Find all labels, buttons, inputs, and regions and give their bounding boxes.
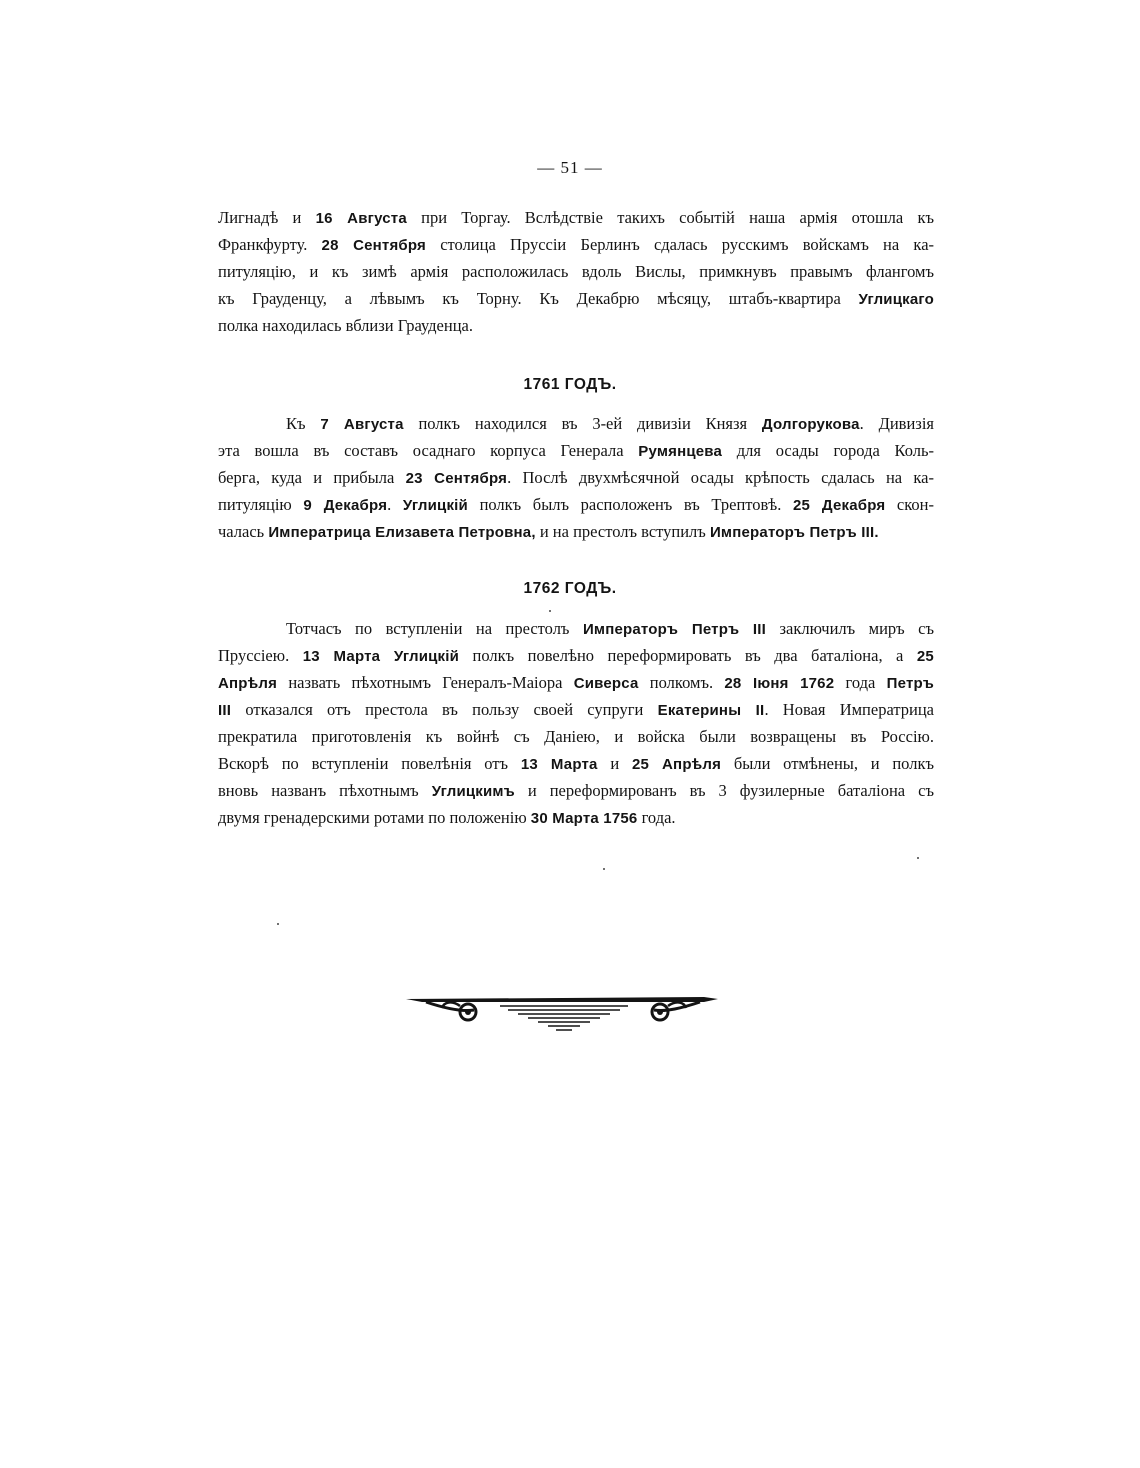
print-speck: [917, 857, 919, 859]
body-text: полкъ находился въ 3-ей дивизіи Князя: [403, 414, 762, 433]
body-text: Тотчасъ по вступленіи на престолъ: [286, 619, 583, 638]
body-text: были отмѣнены, и полкъ: [721, 754, 935, 773]
body-text: отказался отъ престола въ пользу своей супруги: [231, 700, 658, 719]
emphasis-text: 13 Марта: [520, 756, 598, 773]
emphasis-text: 25: [916, 648, 934, 665]
text-line: [218, 777, 934, 804]
body-text: полкъ былъ расположенъ въ Трептовѣ.: [467, 495, 793, 514]
intro-paragraph: [218, 204, 934, 339]
body-text: Пруссіею.: [218, 646, 303, 665]
body-text: полка находилась вблизи Грауденца.: [218, 316, 473, 335]
emphasis-text: 23 Сентября: [405, 470, 508, 487]
emphasis-text: 7 Августа: [320, 416, 404, 433]
print-speck: [603, 868, 605, 870]
body-text: эта вошла въ составъ осаднаго корпуса Генерала: [218, 441, 639, 460]
body-text: Вскорѣ по вступленіи повелѣнія отъ: [218, 754, 521, 773]
text-line: [218, 804, 934, 831]
body-text: и на престолъ вступилъ: [535, 522, 710, 541]
text-line: [218, 464, 934, 491]
body-text: при Торгау. Вслѣдствіе такихъ событій наша армія отошла къ: [406, 208, 934, 227]
text-line: [218, 750, 934, 777]
emphasis-text: Императоръ Петръ III: [582, 621, 767, 638]
text-line: [218, 615, 934, 642]
text-line: [218, 312, 934, 339]
body-text: назвать пѣхотнымъ Генералъ-Маіора: [277, 673, 574, 692]
emphasis-text: Императоръ Петръ III.: [709, 524, 879, 541]
text-line: [218, 204, 934, 231]
emphasis-text: 9 Декабря: [303, 497, 388, 514]
text-line: [218, 410, 934, 437]
body-text: и переформированъ въ 3 фузилерные баталіона съ: [514, 781, 934, 800]
emphasis-text: Углицкій: [402, 497, 468, 514]
body-text: берга, куда и прибыла: [218, 468, 406, 487]
text-line: [218, 258, 934, 285]
text-line: [218, 285, 934, 312]
ornamental-divider-icon: [404, 988, 720, 1036]
body-text: .: [387, 495, 403, 514]
section-heading-1761: 1761 ГОДЪ.: [523, 376, 617, 393]
text-line: [218, 518, 934, 545]
body-text: Франкфурту.: [218, 235, 322, 254]
page-number: — 51 —: [537, 158, 603, 177]
print-speck: [549, 610, 551, 612]
emphasis-text: 16 Августа: [315, 210, 407, 227]
body-text: питуляцію: [218, 495, 304, 514]
emphasis-text: Апрѣля: [218, 675, 278, 692]
body-text: скон-: [885, 495, 935, 514]
emphasis-text: 28 Іюня 1762: [724, 675, 835, 692]
emphasis-text: Екатерины II: [657, 702, 765, 719]
emphasis-text: Румянцева: [638, 443, 723, 460]
emphasis-text: Долгорукова: [761, 416, 860, 433]
emphasis-text: III: [218, 702, 232, 719]
body-text: полкъ повелѣно переформировать въ два баталіона, а: [459, 646, 917, 665]
paragraph-1761: [218, 410, 934, 545]
text-line: [218, 723, 934, 750]
emphasis-text: Петръ: [886, 675, 934, 692]
body-text: полкомъ.: [638, 673, 725, 692]
body-text: Лигнадѣ и: [218, 208, 316, 227]
text-line: [218, 491, 934, 518]
body-text: . Дивизія: [859, 414, 934, 433]
body-text: Къ: [286, 414, 321, 433]
text-line: [218, 669, 934, 696]
text-line: [218, 696, 934, 723]
section-heading-1762: 1762 ГОДЪ.: [523, 580, 617, 597]
emphasis-text: 13 Марта Углицкій: [302, 648, 460, 665]
body-text: и: [597, 754, 632, 773]
emphasis-text: Сиверса: [573, 675, 639, 692]
body-text: прекратила приготовленія къ войнѣ съ Даніею, и войска были возвращены въ Россію.: [218, 727, 934, 746]
body-text: чалась: [218, 522, 269, 541]
emphasis-text: 25 Декабря: [792, 497, 886, 514]
body-text: вновь названъ пѣхотнымъ: [218, 781, 432, 800]
paragraph-1762: [218, 615, 934, 831]
text-line: [218, 231, 934, 258]
body-text: столица Пруссіи Берлинъ сдалась русскимъ войскамъ на ка-: [426, 235, 935, 254]
body-text: . Послѣ двухмѣсячной осады крѣпость сдалась на ка-: [507, 468, 934, 487]
emphasis-text: 30 Марта 1756: [530, 810, 638, 827]
text-line: [218, 642, 934, 669]
emphasis-text: Углицкаго: [858, 291, 934, 308]
print-speck: [277, 923, 279, 925]
emphasis-text: Углицкимъ: [431, 783, 515, 800]
body-text: двумя гренадерскими ротами по положенію: [218, 808, 531, 827]
text-line: [218, 437, 934, 464]
body-text: для осады города Коль-: [722, 441, 934, 460]
emphasis-text: 25 Апрѣля: [631, 756, 722, 773]
emphasis-text: Императрица Елизавета Петровна,: [268, 524, 536, 541]
body-text: къ Грауденцу, а лѣвымъ къ Торну. Къ Декабрю мѣсяцу, штабъ-квартира: [218, 289, 859, 308]
body-text: . Новая Императрица: [764, 700, 934, 719]
body-text: года: [834, 673, 887, 692]
body-text: питуляцію, и къ зимѣ армія расположилась вдоль Вислы, примкнувъ правымъ флангомъ: [218, 262, 934, 281]
body-text: года.: [637, 808, 676, 827]
emphasis-text: 28 Сентября: [321, 237, 427, 254]
body-text: заключилъ миръ съ: [766, 619, 934, 638]
